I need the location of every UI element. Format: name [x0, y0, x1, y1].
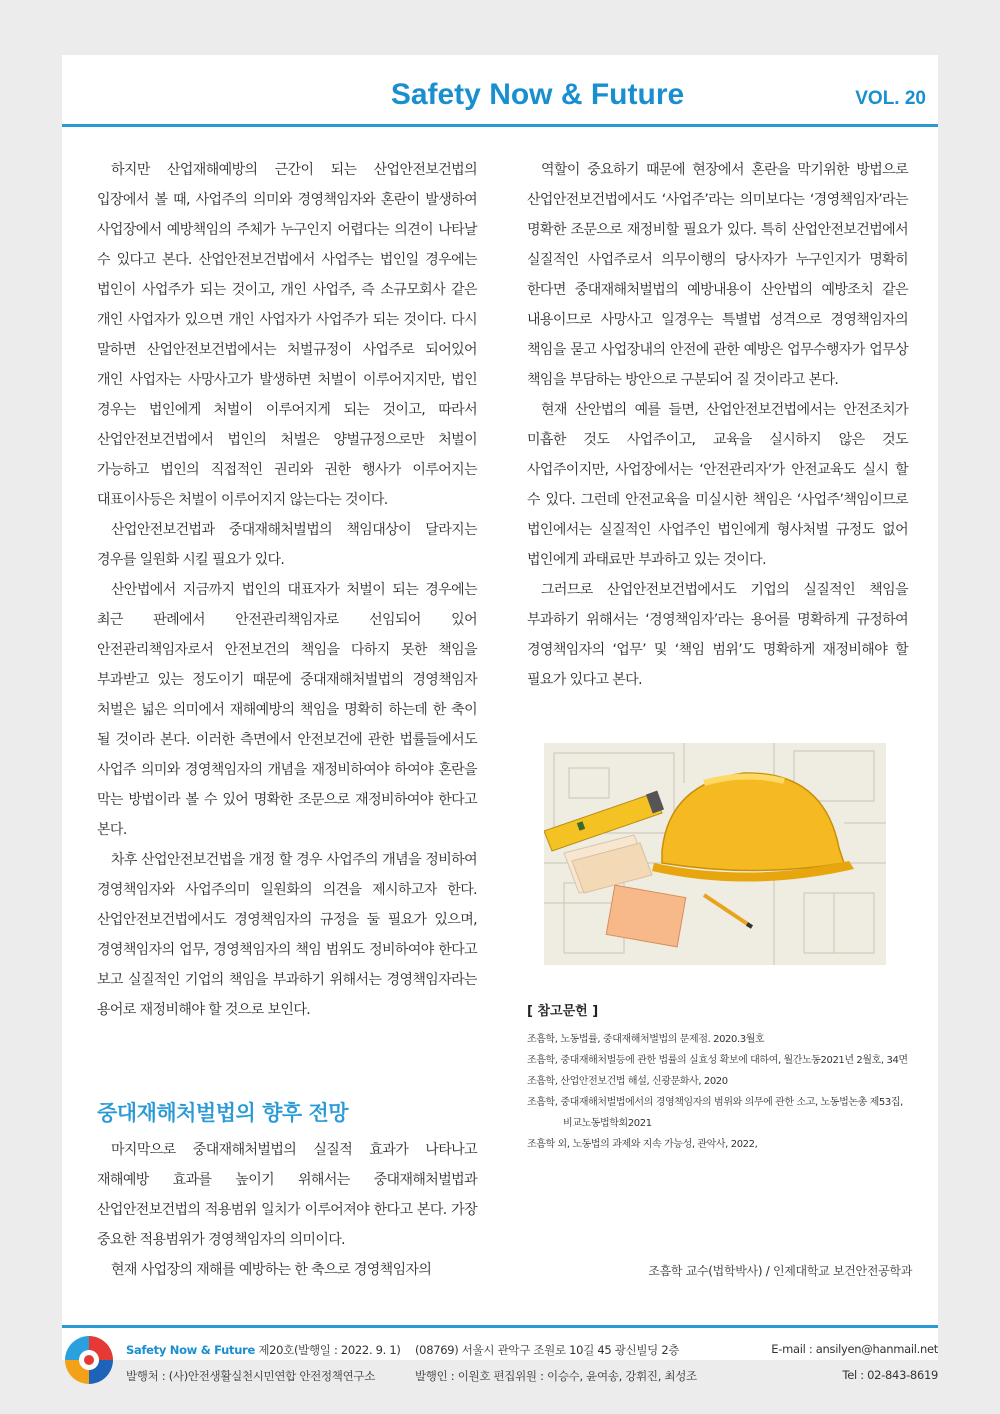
author-credit: 조흠학 교수(법학박사) / 인제대학교 보건안전공학과 — [648, 1264, 912, 1278]
paragraph: 산안법에서 지금까지 법인의 대표자가 처벌이 되는 경우에는 최근 판례에서 안전관리책임자로 선임되어 있어 안전관리책임자로서 안전보건의 책임을 다하지 못한 책임을 부과받고 있는 정도이기 때문에 중대재해처벌법의 경영책임자 처벌은 넓은 의미에서 재해예방의 책임을 명확히 하는데 한 축이 될 것이라 본다. 이러한 측면에서 안전보건에 관한 법률들에서도 사업주 의미와 경영책임자의 개념을 재정비하여야 하여야 혼란을 막는 방법이라 볼 수 있어 명확한 조문으로 재정비하여야 한다고 본다. — [97, 582, 477, 838]
volume-label: VOL. 20 — [855, 88, 926, 109]
footer-email: E-mail : ansilyen@hanmail.net — [771, 1342, 938, 1356]
right-column — [527, 155, 908, 695]
reference-item: 조흠학, 노동법률, 중대재해처벌법의 문제점. 2020.3월호 — [527, 1034, 765, 1045]
paragraph: 차후 산업안전보건법을 개정 할 경우 사업주의 개념을 정비하여 경영책임자와 사업주의미 일원화의 의견을 제시하고자 한다. 산업안전보건법에서도 경영책임자의 규정을 둘 필요가 있으며, 경영책임자의 업무, 경영책임자의 책임 범위도 정비하여야 한다고 보고 실질적인 기업의 책임을 부과하기 위해서는 경영책임자라는 용어로 재정비해야 할 것으로 보인다. — [97, 852, 477, 1018]
header-divider — [62, 124, 938, 127]
footer-divider — [62, 1325, 938, 1328]
references — [527, 1000, 912, 1155]
paragraph: 현재 사업장의 재해를 예방하는 한 축으로 경영책임자의 — [111, 1262, 432, 1278]
footer-issue-date: 제20호(발행일 : 2022. 9. 1) — [254, 1343, 401, 1357]
paragraph: 그러므로 산업안전보건법에서도 기업의 실질적인 책임을 부과하기 위해서는 ‘경영책임자’라는 용어를 명확하게 규정하여 경영책임자의 ‘업무’ 및 ‘책임 범위’도 명확하게 재정비해야 할 필요가 있다고 본다. — [527, 582, 908, 688]
reference-item: 조흠학, 산업안전보건법 해설, 신광문화사, 2020 — [527, 1076, 728, 1087]
references-heading: [ 참고문헌 ] — [527, 1004, 599, 1019]
footer-editors: 발행인 : 이원호 편집위원 : 이승수, 윤여송, 강휘진, 최성조 — [415, 1369, 697, 1383]
hardhat-blueprint-photo — [544, 743, 886, 965]
left-column — [97, 155, 477, 1025]
paragraph: 산업안전보건법과 중대재해처벌법의 책임대상이 달라지는 경우를 일원화 시킬 필요가 있다. — [97, 522, 477, 568]
footer-address: (08769) 서울시 관악구 조원로 10길 45 광신빌딩 2층 — [415, 1343, 680, 1357]
section-heading: 중대재해처벌법의 향후 전망 — [97, 1101, 349, 1125]
paragraph: 마지막으로 중대재해처벌법의 실질적 효과가 나타나고 재해예방 효과를 높이기 위해서는 중대재해처벌법과 산업안전보건법의 적용범위 일치가 이루어져야 한다고 본다. 가장 중요한 적용범위가 경영책임자의 의미이다. — [97, 1142, 477, 1248]
organization-logo-icon — [64, 1335, 114, 1385]
hardhat-blueprint-illustration — [544, 743, 886, 965]
footer-tel: Tel : 02-843-8619 — [842, 1368, 938, 1382]
paragraph: 현재 산안법의 예를 들면, 산업안전보건법에서는 안전조치가 미흡한 것도 사업주이고, 교육을 실시하지 않은 것도 사업주이지만, 사업장에서는 ‘안전관리자’가 안전교육도 실시 할 수 있다. 그런데 안전교육을 미실시한 책임은 ‘사업주’책임이므로 법인에서는 실질적인 사업주인 법인에게 형사처벌 규정도 없어 법인에게 과태료만 부과하고 있는 것이다. — [527, 402, 908, 568]
paragraph: 하지만 산업재해예방의 근간이 되는 산업안전보건법의 입장에서 볼 때, 사업주의 의미와 경영책임자와 혼란이 발생하여 사업장에서 예방책임의 주체가 누구인지 어렵다는 의견이 나타날 수 있다고 본다. 산업안전보건법에서 사업주는 법인일 경우에는 법인이 사업주가 되는 것이고, 개인 사업주, 즉 소규모회사 같은 개인 사업자가 있으면 개인 사업자가 사업주가 되는 것이다. 다시 말하면 산업안전보건법에서는 처벌규정이 사업주로 되어있어 개인 사업자는 사망사고가 발생하면 처벌이 이루어지지만, 법인 경우는 법인에게 처벌이 이루어지게 되는 것이고, 따라서 산업안전보건법에서 법인의 처벌은 양벌규정으로만 처벌이 가능하고 법인의 직접적인 권리와 권한 행사가 이루어지는 대표이사등은 처벌이 이루어지지 않는다는 것이다. — [97, 162, 477, 508]
footer-issue — [126, 1342, 401, 1358]
magazine-title: Safety Now & Future — [390, 78, 685, 111]
reference-item: 조흠학 외, 노동법의 과제와 지속 가능성, 관악사, 2022, — [527, 1139, 758, 1150]
reference-item: 조흠학, 중대재해처벌법에서의 경영책임자의 범위와 의무에 관한 소고, 노동법논총 제53집, 비교노동법학회2021 — [527, 1097, 903, 1129]
footer-brand: Safety Now & Future — [126, 1343, 255, 1357]
paragraph: 역할이 중요하기 때문에 현장에서 혼란을 막기위한 방법으로 산업안전보건법에서도 ‘사업주’라는 의미보다는 ‘경영책임자’라는 명확한 조문으로 재정비할 필요가 있다. 특히 산업안전보건법에서 실질적인 사업주로서 의무이행의 당사자가 누구인지가 명확히 한다면 중대재해처벌법의 예방내용이 산안법의 예방조치 같은 내용이므로 사망사고 일경우는 특별법 성격으로 경영책임자의 책임을 묻고 사업장내의 안전에 관한 예방은 업무수행자가 업무상 책임을 부담하는 방안으로 구분되어 질 것이라고 본다. — [527, 162, 908, 388]
footer-publisher: 발행처 : (사)안전생활실천시민연합 안전정책연구소 — [126, 1369, 376, 1383]
section-body — [97, 1135, 477, 1285]
reference-item: 조흠학, 중대재해처벌등에 관한 법률의 실효성 확보에 대하여, 월간노동2021년 2월호, 34면 — [527, 1055, 908, 1066]
